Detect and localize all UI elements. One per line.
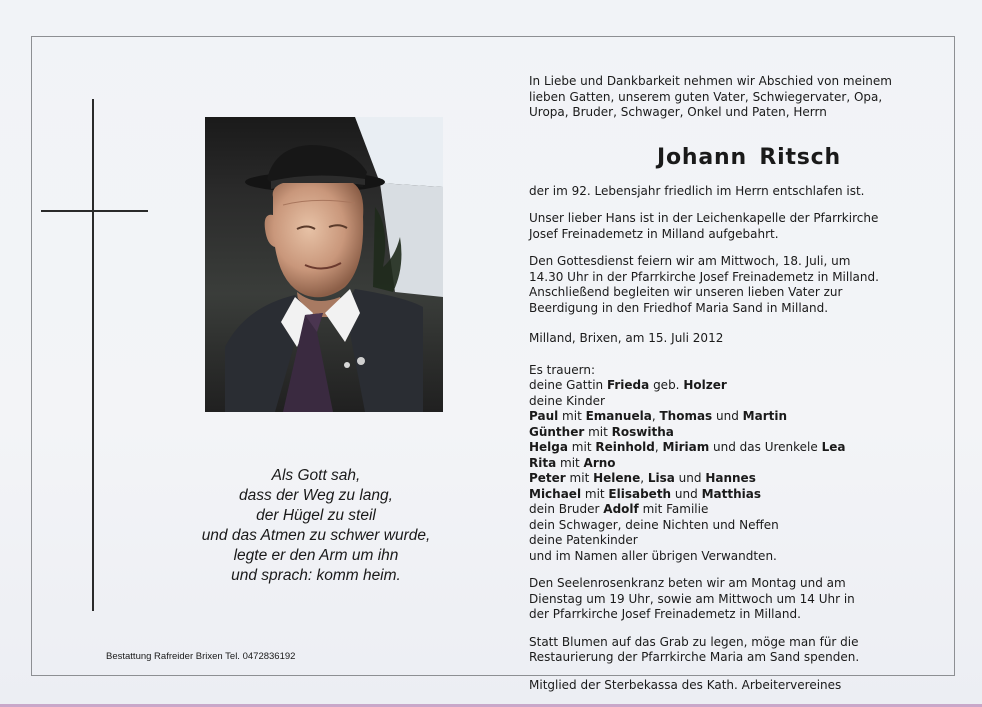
obituary-text [529,74,929,693]
mourners-list [529,363,929,565]
rosary-paragraph: Den Seelenrosenkranz beten wir am Montag und am Dienstag um 19 Uhr, sowie am Mittwoch um 14 Uhr in der Pfarrkirche Josef Freinademetz in Milland. [529,576,855,621]
intro-paragraph: In Liebe und Dankbarkeit nehmen wir Abschied von meinem lieben Gatten, unserem guten Vater, Schwiegervater, Opa, Uropa, Bruder, Schwager, Onkel und Paten, Herrn [529,74,892,119]
mourner-line: deine Kinder [529,393,605,408]
age-line: der im 92. Lebensjahr friedlich im Herrn entschlafen ist. [529,183,865,198]
membership-line: Mitglied der Sterbekassa des Kath. Arbeitervereines [529,677,842,692]
mourner-line: und im Namen aller übrigen Verwandten. [529,548,777,563]
flowers-paragraph: Statt Blumen auf das Grab zu legen, möge man für die Restaurierung der Pfarrkirche Maria am Sand spenden. [529,634,860,664]
poem-line: der Hügel zu steil [256,507,376,524]
service-paragraph: Den Gottesdienst feiern wir am Mittwoch, 18. Juli, um 14.30 Uhr in der Pfarrkirche Josef Freinademetz in Milland. Anschließend begleiten wir unseren lieben Vater zur Beerdigung in den Friedhof Maria Sand in Milland. [529,254,879,315]
mourner-line: deine Gattin Frieda geb. Holzer [529,378,727,392]
mourners-heading: Es trauern: [529,362,595,377]
deceased-name: Johann Ritsch [657,144,841,170]
mourner-line: deine Patenkinder [529,533,638,547]
poem-line: legte er den Arm um ihn [233,547,399,564]
poem-line: Als Gott sah, [271,467,361,484]
poem-line: dass der Weg zu lang, [239,487,393,504]
cross-horizontal-bar [41,210,148,212]
mourner-line: Peter mit Helene, Lisa und Hannes [529,471,756,485]
poem [160,466,472,586]
laid-out-paragraph: Unser lieber Hans ist in der Leichenkapelle der Pfarrkirche Josef Freinademetz in Milland aufgebahrt. [529,211,879,241]
mourner-line: Paul mit Emanuela, Thomas und Martin [529,409,788,423]
funeral-home-contact: Bestattung Rafreider Brixen Tel. 0472836192 [106,651,296,662]
place-date: Milland, Brixen, am 15. Juli 2012 [529,331,724,345]
mourner-line: Helga mit Reinhold, Miriam und das Urenkele Lea [529,440,846,454]
portrait-photo [205,117,443,412]
mourner-line: dein Schwager, deine Nichten und Neffen [529,517,779,532]
cross-vertical-bar [92,99,94,611]
poem-line: und das Atmen zu schwer wurde, [201,527,431,544]
mourner-line: Michael mit Elisabeth und Matthias [529,486,761,501]
poem-line: und sprach: komm heim. [231,567,401,584]
mourner-line: dein Bruder Adolf mit Familie [529,502,709,516]
mourner-line: Günther mit Roswitha [529,424,674,439]
mourner-line: Rita mit Arno [529,455,616,470]
